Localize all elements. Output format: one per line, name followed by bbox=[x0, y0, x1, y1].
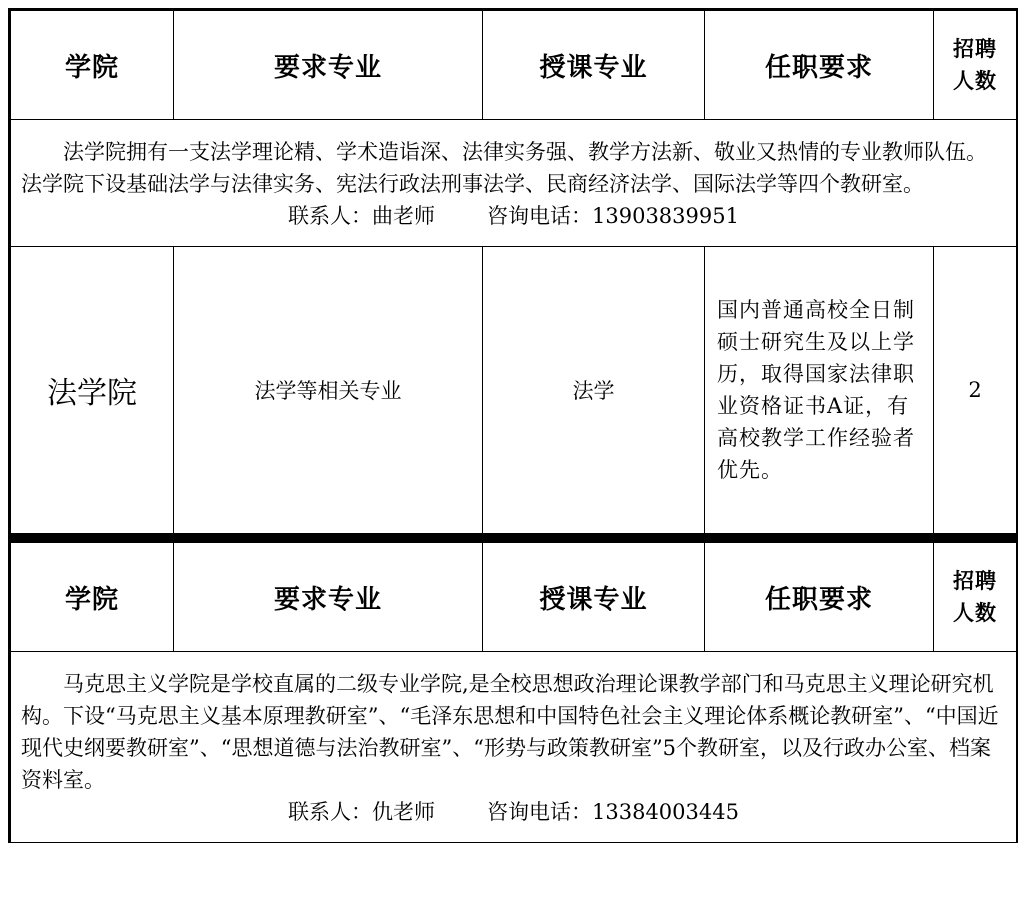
contact-phone: 咨询电话：13903839951 bbox=[487, 204, 739, 228]
intro-paragraph: 马克思主义学院是学校直属的二级专业学院,是全校思想政治理论课教学部门和马克思主义理论研究机构。下设“马克思主义基本原理教研室”、“毛泽东思想和中国特色社会主义理论体系概论教研室”、“中国近现代史纲要教研室”、“思想道德与法治教研室”、“形势与政策教研室”5个教研室，以及行政办公室、档案资料室。 bbox=[21, 672, 999, 792]
header-row bbox=[10, 10, 1018, 120]
header-count bbox=[934, 542, 1018, 652]
header-requirements: 任职要求 bbox=[705, 10, 934, 120]
contact-line bbox=[21, 200, 1006, 232]
intro-cell bbox=[10, 120, 1018, 247]
intro-paragraph: 法学院拥有一支法学理论精、学术造诣深、法律实务强、教学方法新、敬业又热情的专业教师队伍。法学院下设基础法学与法律实务、宪法行政法刑事法学、民商经济法学、国际法学等四个教研室。 bbox=[21, 140, 987, 196]
row-required-major: 法学等相关专业 bbox=[174, 247, 483, 534]
law-school-table bbox=[8, 8, 1018, 534]
header-college: 学院 bbox=[10, 542, 174, 652]
header-count-line2: 人数 bbox=[953, 600, 997, 625]
header-count-line2: 人数 bbox=[953, 68, 997, 93]
header-row bbox=[10, 542, 1018, 652]
row-count: 2 bbox=[934, 247, 1018, 534]
header-count-line1: 招聘 bbox=[953, 36, 997, 61]
header-teaching-major: 授课专业 bbox=[483, 10, 705, 120]
row-college: 法学院 bbox=[10, 247, 174, 534]
contact-phone: 咨询电话：13384003445 bbox=[487, 800, 739, 824]
header-college: 学院 bbox=[10, 10, 174, 120]
header-count bbox=[934, 10, 1018, 120]
contact-person: 联系人：仇老师 bbox=[288, 800, 435, 824]
header-requirements: 任职要求 bbox=[705, 542, 934, 652]
recruitment-document bbox=[8, 8, 1018, 919]
row-requirements: 国内普通高校全日制硕士研究生及以上学历，取得国家法律职业资格证书A证，有高校教学工作经验者优先。 bbox=[705, 247, 934, 534]
header-teaching-major: 授课专业 bbox=[483, 542, 705, 652]
intro-cell bbox=[10, 652, 1018, 843]
intro-row bbox=[10, 652, 1018, 843]
intro-row bbox=[10, 120, 1018, 247]
row-teaching-major: 法学 bbox=[483, 247, 705, 534]
table-row bbox=[10, 247, 1018, 534]
header-required-major: 要求专业 bbox=[174, 542, 483, 652]
header-required-major: 要求专业 bbox=[174, 10, 483, 120]
header-count-line1: 招聘 bbox=[953, 568, 997, 593]
contact-line bbox=[21, 796, 1006, 828]
contact-person: 联系人：曲老师 bbox=[288, 204, 435, 228]
marxism-school-table bbox=[8, 540, 1018, 843]
